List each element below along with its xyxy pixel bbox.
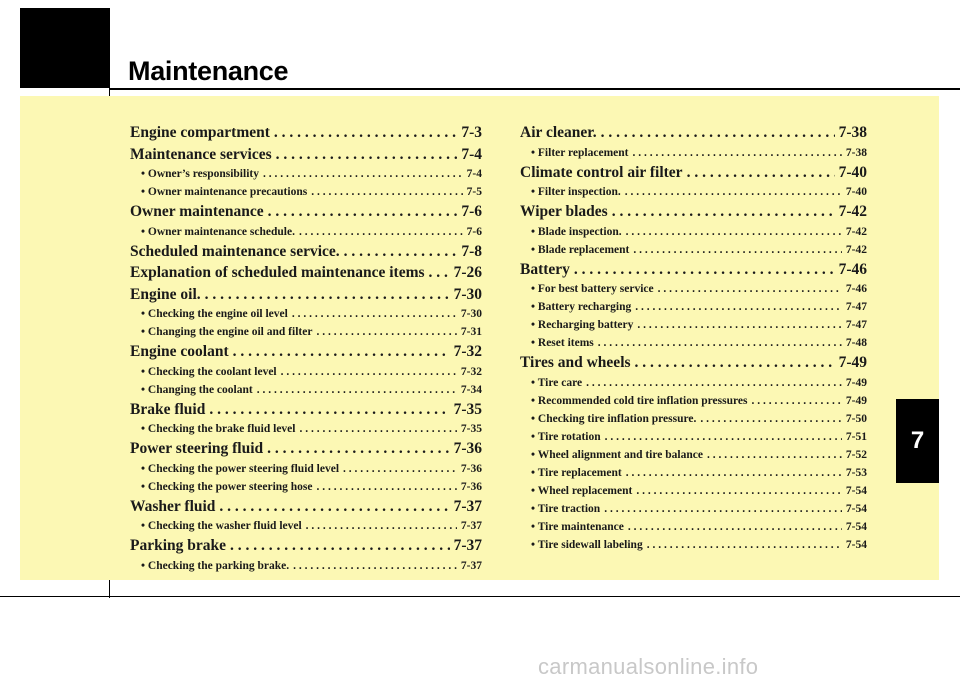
dot-leader: [292, 305, 457, 323]
toc-page-number: 7-37: [460, 559, 482, 572]
toc-entry-title: Engine compartment: [130, 124, 270, 141]
toc-page-number: 7-46: [845, 283, 867, 295]
toc-entry-title: • Blade replacement: [531, 243, 630, 256]
toc-entry-title: • Checking tire inflation pressure.: [531, 412, 697, 425]
dot-leader: [635, 298, 842, 316]
toc-subentry[interactable]: [130, 478, 482, 496]
toc-page-number: 7-47: [845, 319, 867, 331]
dot-leader: [574, 259, 835, 281]
toc-subentry[interactable]: [520, 144, 867, 162]
toc-entry-title: • Changing the coolant: [141, 383, 253, 396]
dot-leader: [658, 280, 842, 298]
toc-page-number: 7-47: [845, 301, 867, 313]
toc-entry-title: • Checking the washer fluid level: [141, 520, 302, 532]
toc-page-number: 7-38: [838, 124, 867, 141]
toc-subentry[interactable]: [520, 316, 867, 334]
toc-entry-title: • Checking the engine oil level: [141, 308, 288, 320]
toc-subentry[interactable]: [130, 165, 482, 183]
chapter-tab[interactable]: 7: [896, 399, 939, 483]
dot-leader: [605, 428, 842, 446]
toc-page-number: 7-40: [845, 186, 867, 198]
toc-entry-title: • Tire sidewall labeling: [531, 538, 643, 551]
toc-entry[interactable]: [130, 496, 482, 518]
toc-page-number: 7-8: [461, 242, 482, 260]
toc-entry[interactable]: [520, 122, 867, 144]
toc-entry-title: Parking brake: [130, 537, 227, 554]
dot-leader: [274, 122, 457, 144]
toc-page-number: 7-3: [461, 124, 482, 141]
toc-entry[interactable]: [130, 262, 482, 284]
toc-entry[interactable]: [130, 144, 482, 166]
toc-page-number: 7-4: [461, 145, 482, 163]
toc-page-number: 7-37: [453, 497, 482, 515]
toc-subentry[interactable]: [520, 223, 867, 241]
toc-page-number: 7-36: [460, 462, 482, 475]
toc-subentry[interactable]: [520, 392, 867, 410]
dot-leader: [263, 165, 463, 183]
toc-page-number: 7-5: [466, 186, 482, 198]
toc-entry-title: • Owner’s responsibility: [141, 168, 259, 180]
toc-subentry[interactable]: [520, 518, 867, 536]
chapter-header-block: [20, 8, 109, 88]
toc-entry[interactable]: [130, 284, 482, 306]
toc-entry-title: • Tire traction: [531, 502, 601, 515]
dot-leader: [281, 363, 457, 381]
toc-page-number: 7-48: [845, 337, 867, 349]
toc-subentry[interactable]: [130, 305, 482, 323]
toc-entry-title: • Tire maintenance: [531, 520, 624, 533]
toc-subentry[interactable]: [520, 334, 867, 352]
toc-entry-title: • Checking the coolant level: [141, 365, 277, 378]
toc-subentry[interactable]: [130, 363, 482, 381]
toc-subentry[interactable]: [520, 536, 867, 554]
toc-subentry[interactable]: [520, 482, 867, 500]
dot-leader: [230, 535, 450, 557]
toc-entry-title: Battery: [520, 260, 570, 278]
toc-entry[interactable]: [130, 201, 482, 223]
toc-entry-title: • Checking the brake fluid level: [141, 423, 296, 435]
toc-entry-title: • For best battery service: [531, 283, 654, 295]
toc-entry-title: Washer fluid: [130, 497, 216, 515]
header-rule: [109, 88, 960, 90]
toc-subentry[interactable]: [130, 323, 482, 341]
dot-leader: [751, 392, 841, 410]
toc-page-number: 7-30: [460, 308, 482, 320]
toc-entry[interactable]: [520, 259, 867, 281]
dot-leader: [233, 341, 450, 363]
dot-leader: [626, 223, 842, 241]
toc-entry-title: • Wheel alignment and tire balance: [531, 448, 703, 461]
dot-leader: [267, 438, 449, 460]
toc-entry-title: Brake fluid: [130, 400, 206, 418]
toc-entry-title: • Changing the engine oil and filter: [141, 326, 313, 338]
toc-page-number: 7-53: [845, 466, 867, 479]
toc-page-number: 7-42: [838, 203, 867, 220]
dot-leader: [205, 284, 450, 306]
toc-subentry[interactable]: [520, 280, 867, 298]
toc-entry-title: Power steering fluid: [130, 440, 264, 457]
toc-page-number: 7-26: [453, 264, 482, 281]
dot-leader: [637, 316, 842, 334]
toc-page-number: 7-54: [845, 502, 867, 515]
dot-leader: [707, 446, 842, 464]
toc-entry[interactable]: [130, 399, 482, 421]
toc-subentry[interactable]: [520, 500, 867, 518]
toc-entry-title: Tires and wheels: [520, 354, 631, 371]
toc-subentry[interactable]: [130, 381, 482, 399]
toc-page-number: 7-40: [838, 163, 867, 181]
toc-entry-title: • Checking the power steering fluid level: [141, 462, 340, 475]
dot-leader: [306, 517, 457, 535]
toc-entry[interactable]: [130, 535, 482, 557]
toc-page-number: 7-38: [845, 146, 867, 159]
toc-page-number: 7-54: [845, 520, 867, 533]
dot-leader: [344, 241, 458, 263]
dot-leader: [700, 410, 842, 428]
dot-leader: [257, 381, 457, 399]
toc-subentry[interactable]: [130, 460, 482, 478]
toc-page-number: 7-49: [845, 376, 867, 389]
dot-leader: [632, 144, 841, 162]
dot-leader: [598, 334, 842, 352]
toc-entry-title: Engine coolant: [130, 343, 229, 360]
toc-entry-title: • Owner maintenance precautions: [141, 186, 308, 198]
toc-subentry[interactable]: [520, 464, 867, 482]
toc-entry-title: Explanation of scheduled maintenance items: [130, 264, 425, 281]
toc-entry-title: • Recharging battery: [531, 319, 634, 331]
dot-leader: [687, 162, 835, 184]
toc-subentry[interactable]: [130, 183, 482, 201]
toc-page-number: 7-52: [845, 448, 867, 461]
toc-page-number: 7-4: [466, 168, 482, 180]
toc-subentry[interactable]: [520, 298, 867, 316]
dot-leader: [311, 183, 462, 201]
toc-entry-title: Wiper blades: [520, 203, 608, 220]
toc-entry[interactable]: [130, 341, 482, 363]
toc-entry-title: Maintenance services: [130, 145, 272, 163]
toc-page-number: 7-32: [453, 343, 482, 360]
dot-leader: [626, 464, 842, 482]
toc-page-number: 7-54: [845, 538, 867, 551]
watermark-text: carmanualsonline.info: [538, 654, 759, 679]
toc-subentry[interactable]: [520, 183, 867, 201]
toc-entry-title: • Filter inspection.: [531, 186, 621, 198]
toc-page-number: 7-35: [453, 400, 482, 418]
toc-subentry[interactable]: [520, 374, 867, 392]
toc-page-number: 7-32: [460, 365, 482, 378]
toc-page-number: 7-49: [838, 354, 867, 371]
toc-entry-title: • Wheel replacement: [531, 484, 633, 497]
toc-entry-title: • Checking the parking brake.: [141, 559, 290, 572]
toc-page-number: 7-36: [460, 480, 482, 493]
toc-page-number: 7-37: [453, 537, 482, 554]
dot-leader: [219, 496, 449, 518]
toc-page-number: 7-37: [460, 520, 482, 532]
toc-page-number: 7-35: [460, 423, 482, 435]
dot-leader: [293, 557, 457, 575]
dot-leader: [635, 352, 835, 374]
toc-entry-title: • Checking the power steering hose: [141, 480, 313, 493]
toc-subentry[interactable]: [520, 410, 867, 428]
toc-entry[interactable]: [130, 241, 482, 263]
footer-rule: [0, 596, 960, 597]
toc-page-number: 7-31: [460, 326, 482, 338]
toc-subentry[interactable]: [130, 223, 482, 241]
toc-entry-title: • Battery recharging: [531, 301, 632, 313]
toc-subentry[interactable]: [130, 517, 482, 535]
toc-page-number: 7-36: [453, 440, 482, 457]
dot-leader: [604, 500, 842, 518]
dot-leader: [317, 478, 457, 496]
toc-entry-title: • Owner maintenance schedule.: [141, 225, 295, 238]
toc-entry-title: • Filter replacement: [531, 146, 629, 159]
toc-entry-title: • Tire rotation: [531, 430, 601, 443]
toc-entry-title: • Blade inspection.: [531, 225, 622, 238]
toc-page-number: 7-30: [453, 285, 482, 303]
toc-entry-title: • Tire care: [531, 376, 583, 389]
toc-entry[interactable]: [520, 352, 867, 374]
toc-entry-title: • Recommended cold tire inflation pressures: [531, 394, 748, 407]
toc-subentry[interactable]: [520, 241, 867, 259]
toc-subentry[interactable]: [130, 557, 482, 575]
toc-page-number: 7-42: [845, 243, 867, 256]
toc-entry-title: Scheduled maintenance service.: [130, 242, 340, 260]
toc-entry[interactable]: [520, 162, 867, 184]
page-title: Maintenance: [128, 56, 289, 86]
dot-leader: [612, 201, 835, 223]
dot-leader: [586, 374, 842, 392]
dot-leader: [647, 536, 842, 554]
toc-page-number: 7-42: [845, 225, 867, 238]
toc-subentry[interactable]: [130, 420, 482, 438]
toc-page-number: 7-6: [461, 203, 482, 220]
dot-leader: [628, 518, 842, 536]
toc-entry-title: Air cleaner.: [520, 124, 597, 141]
dot-leader: [633, 241, 842, 259]
toc-entry-title: • Reset items: [531, 337, 594, 349]
toc-column-right: [520, 122, 867, 554]
dot-leader: [299, 223, 463, 241]
toc-entry-title: Climate control air filter: [520, 163, 683, 181]
dot-leader: [209, 399, 449, 421]
dot-leader: [429, 262, 450, 284]
dot-leader: [636, 482, 842, 500]
toc-page-number: 7-54: [845, 484, 867, 497]
dot-leader: [268, 201, 458, 223]
toc-entry[interactable]: [520, 201, 867, 223]
toc-page-number: 7-49: [845, 394, 867, 407]
toc-page-number: 7-50: [845, 412, 867, 425]
toc-page-number: 7-6: [466, 225, 482, 238]
toc-entry[interactable]: [130, 122, 482, 144]
dot-leader: [300, 420, 457, 438]
toc-entry-title: Owner maintenance: [130, 203, 264, 220]
dot-leader: [625, 183, 842, 201]
toc-subentry[interactable]: [520, 428, 867, 446]
toc-entry-title: Engine oil.: [130, 285, 201, 303]
toc-page-number: 7-51: [845, 430, 867, 443]
dot-leader: [276, 144, 458, 166]
dot-leader: [601, 122, 835, 144]
toc-subentry[interactable]: [520, 446, 867, 464]
dot-leader: [343, 460, 457, 478]
toc-entry-title: • Tire replacement: [531, 466, 622, 479]
toc-page-number: 7-46: [838, 260, 867, 278]
toc-page-number: 7-34: [460, 383, 482, 396]
toc-entry[interactable]: [130, 438, 482, 460]
dot-leader: [316, 323, 456, 341]
toc-column-left: [130, 122, 482, 575]
